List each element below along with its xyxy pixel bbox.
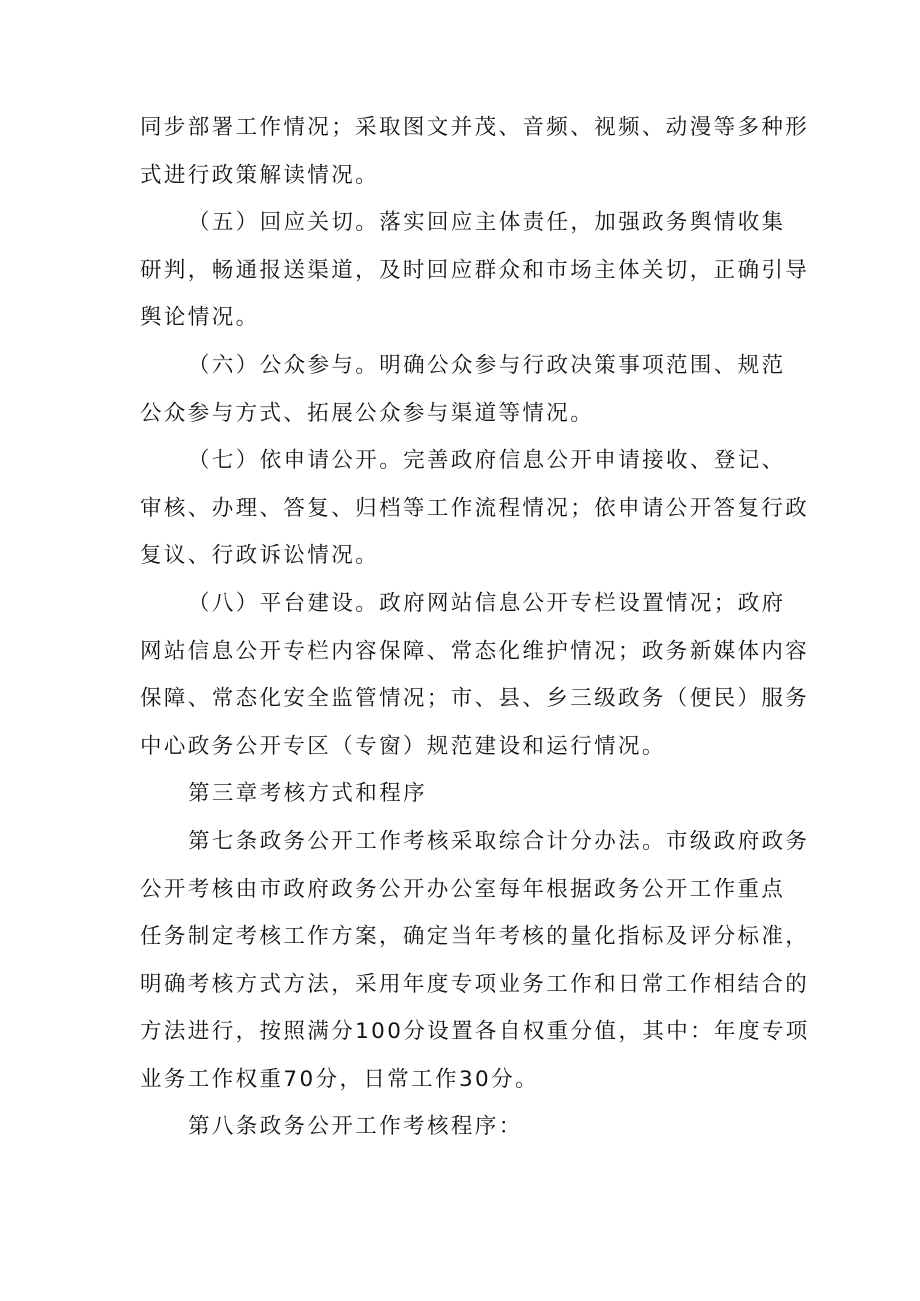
text-line: 审核、办理、答复、归档等工作流程情况；依申请公开答复行政 <box>140 495 810 521</box>
text-line: 任务制定考核工作方案，确定当年考核的量化指标及评分标准， <box>140 924 810 950</box>
text-line: （六）公众参与。明确公众参与行政决策事项范围、规范 <box>188 352 786 378</box>
article-eight <box>140 1103 792 1151</box>
paragraph-continued <box>140 104 810 199</box>
text-line: 明确考核方式方法，采用年度专项业务工作和日常工作相结合的 <box>140 971 810 997</box>
text-line: 网站信息公开专栏内容保障、常态化维护情况；政务新媒体内容 <box>140 638 810 664</box>
chapter-heading <box>140 770 792 818</box>
text-line: 式进行政策解读情况。 <box>140 162 380 188</box>
article-seven <box>140 818 810 1104</box>
text-line: （五）回应关切。落实回应主体责任，加强政务舆情收集 <box>188 210 786 236</box>
text-line: 业务工作权重70分，日常工作30分。 <box>140 1066 539 1092</box>
text-line: 复议、行政诉讼情况。 <box>140 543 380 569</box>
text-line: 公开考核由市政府政务公开办公室每年根据政务公开工作重点 <box>140 876 786 902</box>
text-line: 第七条政务公开工作考核采取综合计分办法。市级政府政务 <box>188 828 810 854</box>
text-line: 舆论情况。 <box>140 305 260 331</box>
text-line: 保障、常态化安全监管情况；市、县、乡三级政务（便民）服务 <box>140 686 810 712</box>
paragraph-public-participation <box>140 342 792 437</box>
text-line: （七）依申请公开。完善政府信息公开申请接收、登记、 <box>188 448 786 474</box>
text-line: （八）平台建设。政府网站信息公开专栏设置情况；政府 <box>188 590 786 616</box>
text-line: 研判，畅通报送渠道，及时回应群众和市场主体关切，正确引导 <box>140 257 810 283</box>
text-line: 公众参与方式、拓展公众参与渠道等情况。 <box>140 400 595 426</box>
text-line: 中心政务公开专区（专窗）规范建设和运行情况。 <box>140 733 666 759</box>
text-line: 方法进行，按照满分100分设置各自权重分值，其中：年度专项 <box>140 1019 810 1045</box>
paragraph-respond-concerns <box>140 199 810 342</box>
text-line: 同步部署工作情况；采取图文并茂、音频、视频、动漫等多种形 <box>140 115 810 140</box>
paragraph-platform-building <box>140 580 810 770</box>
chapter-title: 第三章考核方式和程序 <box>188 781 428 807</box>
text-line: 第八条政务公开工作考核程序： <box>188 1114 523 1140</box>
paragraph-disclosure-on-request <box>140 437 810 580</box>
